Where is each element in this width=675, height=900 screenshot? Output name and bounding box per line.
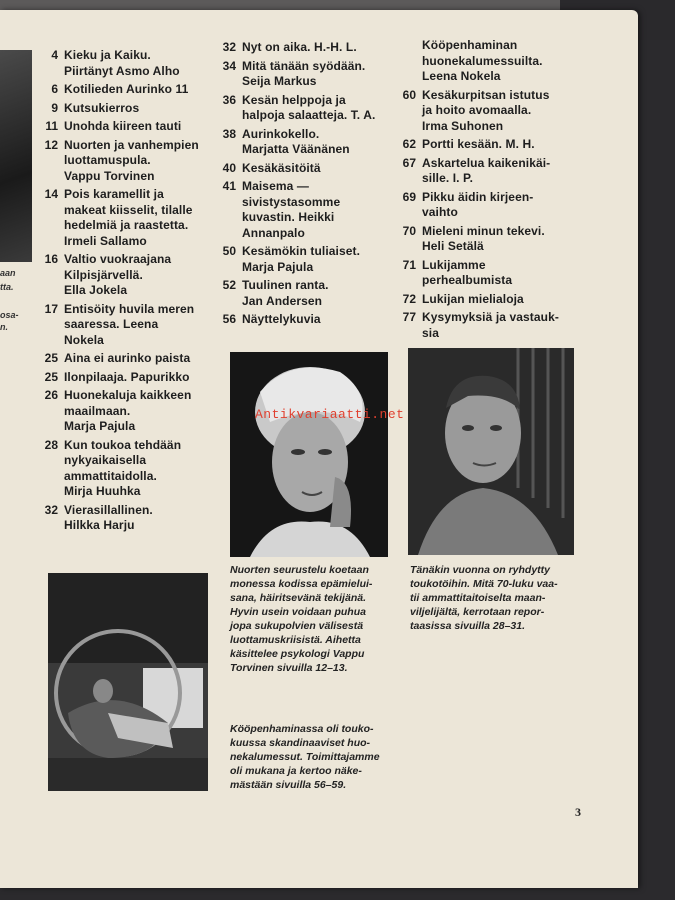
toc-entry — [218, 59, 408, 90]
toc-title — [64, 351, 220, 367]
caption-girl — [230, 563, 400, 675]
toc-entry — [40, 503, 220, 534]
toc-page-number: 34 — [222, 58, 236, 73]
toc-title — [64, 503, 220, 534]
toc-title — [242, 244, 408, 275]
toc-title-line: Mitä tänään syödään. — [242, 58, 366, 73]
toc-entry — [40, 138, 220, 185]
toc-title-line: Irma Suhonen — [422, 118, 504, 133]
toc-title-line: Jan Andersen — [242, 293, 323, 308]
toc-page-number: 32 — [44, 502, 58, 517]
toc-title — [242, 127, 408, 158]
toc-title-line: Kysymyksiä ja vastauk- — [422, 310, 559, 324]
toc-page-number: 56 — [222, 312, 236, 326]
toc-title — [242, 40, 408, 56]
toc-page-number: 28 — [44, 437, 58, 452]
toc-page-number: 41 — [222, 179, 236, 193]
toc-title — [422, 258, 578, 289]
toc-entry — [218, 278, 408, 309]
toc-page-number: 71 — [402, 257, 416, 272]
toc-title-line: kuvastin. Heikki — [242, 210, 335, 224]
toc-page-number: 72 — [402, 291, 416, 306]
toc-page-number: 36 — [222, 92, 236, 107]
toc-column-1 — [40, 48, 220, 537]
toc-title — [422, 190, 578, 221]
toc-title-line: Askartelua kaikenikäi- — [422, 155, 551, 170]
caption-line: monessa kodissa epämielui- — [230, 578, 373, 590]
photo-man — [408, 348, 574, 555]
toc-title — [422, 156, 578, 187]
toc-title-line: Mirja Huuhka — [64, 484, 141, 498]
toc-title-line: sille. I. P. — [422, 171, 474, 185]
toc-entry — [40, 370, 220, 386]
toc-title-line: Entisöity huvila meren — [64, 301, 195, 316]
toc-title-line: Leena Nokela — [422, 69, 501, 83]
edge-fragment: aan — [0, 268, 16, 278]
toc-entry — [398, 190, 578, 221]
toc-title-line: Kun toukoa tehdään — [64, 437, 182, 452]
toc-title-line: Kesäkäsitöitä — [242, 160, 321, 175]
toc-entry — [398, 310, 578, 341]
toc-title-line: Nokela — [64, 332, 104, 347]
caption-line: Torvinen sivuilla 12–13. — [230, 662, 348, 674]
toc-title-line: Tuulinen ranta. — [242, 278, 329, 292]
caption-line: käsittelee psykologi Vappu — [230, 648, 365, 660]
toc-entry — [398, 137, 578, 153]
toc-title-line: Vappu Torvinen — [64, 168, 155, 183]
toc-page-number: 52 — [222, 278, 236, 292]
toc-page-number: 60 — [402, 87, 416, 102]
toc-title-line: luottamuspula. — [64, 153, 151, 167]
toc-page-number: 40 — [222, 160, 236, 175]
toc-title — [64, 302, 220, 349]
toc-page-number: 16 — [44, 252, 58, 266]
edge-fragment: osa- — [0, 310, 19, 320]
photo-girl — [230, 352, 388, 557]
toc-title-line: Maisema — — [242, 179, 309, 193]
toc-title-line: Unohda kiireen tauti — [64, 119, 182, 133]
toc-title-line: Marja Pajula — [242, 259, 314, 274]
toc-page-number: 26 — [44, 388, 58, 402]
toc-entry — [40, 351, 220, 367]
toc-title-line: Aina ei aurinko paista — [64, 351, 191, 365]
caption-line: jopa sukupolvien välisestä — [230, 620, 364, 632]
toc-title-line: Ella Jokela — [64, 283, 128, 297]
caption-line: sana, häiritsevänä tekijänä. — [230, 592, 366, 604]
caption-line: kuussa skandinaaviset huo- — [230, 737, 371, 749]
toc-entry — [218, 244, 408, 275]
toc-title — [422, 88, 578, 135]
toc-title-line: Portti kesään. M. H. — [422, 137, 535, 151]
toc-entry — [218, 93, 408, 124]
toc-title-line: ammattitaidolla. — [64, 468, 157, 483]
caption-line: mästään sivuilla 56–59. — [230, 779, 347, 791]
toc-title-line: saaressa. Leena — [64, 317, 159, 331]
toc-title — [64, 48, 220, 79]
toc-title — [242, 59, 408, 90]
toc-page-number: 50 — [222, 244, 236, 258]
toc-title-line: Aurinkokello. — [242, 126, 320, 141]
toc-column-3 — [398, 38, 578, 344]
toc-title — [242, 312, 408, 328]
toc-title — [422, 38, 578, 85]
toc-title — [422, 137, 578, 153]
toc-title-line: Kieku ja Kaiku. — [64, 48, 151, 62]
toc-title — [64, 119, 220, 135]
toc-title — [242, 179, 408, 241]
toc-title-line: Kilpisjärvellä. — [64, 267, 143, 282]
toc-page-number: 4 — [51, 48, 58, 62]
toc-page-number: 70 — [402, 223, 416, 238]
toc-page-number: 17 — [44, 301, 58, 316]
toc-title-line: makeat kiisselit, tilalle — [64, 202, 193, 217]
toc-title-line: Annanpalo — [242, 225, 305, 240]
caption-man — [410, 563, 580, 633]
toc-title-line: Valtio vuokraajana — [64, 252, 172, 266]
toc-title — [64, 101, 220, 117]
toc-entry — [218, 179, 408, 241]
caption-chair — [230, 722, 400, 792]
toc-entry — [398, 224, 578, 255]
toc-page-number: 38 — [222, 126, 236, 141]
toc-page-number: 67 — [402, 155, 416, 170]
toc-title-line: halpoja salaatteja. T. A. — [242, 108, 376, 122]
toc-page-number: 32 — [222, 40, 236, 54]
toc-title-line: Kutsukierros — [64, 100, 140, 115]
toc-entry — [40, 187, 220, 249]
toc-title — [64, 82, 220, 98]
toc-title-line: Nyt on aika. H.-H. L. — [242, 40, 357, 54]
toc-title-line: Mieleni minun tekevi. — [422, 223, 545, 238]
toc-entry — [40, 302, 220, 349]
toc-entry — [398, 88, 578, 135]
caption-line: luottamuskriisistä. Aihetta — [230, 634, 361, 646]
toc-entry — [40, 388, 220, 435]
caption-line: oli mukana ja kertoo näke- — [230, 765, 362, 777]
toc-title-line: Kotilieden Aurinko 11 — [64, 82, 189, 96]
toc-title — [242, 161, 408, 177]
toc-title-line: sia — [422, 325, 439, 340]
toc-title — [242, 278, 408, 309]
toc-title-line: vaihto — [422, 205, 458, 219]
toc-title-line: Kesämökin tuliaiset. — [242, 244, 361, 258]
toc-entry — [40, 82, 220, 98]
caption-line: tii ammattitaitoiselta maan- — [410, 592, 546, 604]
toc-title — [242, 93, 408, 124]
toc-title-line: perhealbumista — [422, 273, 513, 287]
toc-title-line: nykyaikaisella — [64, 453, 147, 467]
toc-entry — [40, 101, 220, 117]
toc-title-line: Marja Pajula — [64, 419, 136, 433]
caption-line: viljelijältä, kerrotaan repor- — [410, 606, 545, 618]
toc-page-number: 25 — [44, 369, 58, 384]
toc-page-number: 69 — [402, 189, 416, 204]
toc-title — [64, 252, 220, 299]
toc-entry — [40, 438, 220, 500]
toc-title — [64, 438, 220, 500]
toc-title-line: Irmeli Sallamo — [64, 233, 147, 248]
toc-title-line: Huonekaluja kaikkeen — [64, 388, 192, 402]
toc-entry — [398, 38, 578, 85]
toc-title-line: Nuorten ja vanhempien — [64, 137, 199, 152]
toc-entry — [40, 48, 220, 79]
toc-entry — [398, 258, 578, 289]
toc-entry — [218, 127, 408, 158]
toc-title-line: Hilkka Harju — [64, 518, 135, 532]
photo-chair — [48, 573, 208, 791]
toc-column-2 — [218, 40, 408, 331]
toc-title-line: Kööpenhaminan — [422, 38, 518, 52]
toc-title-line: Kesän helppoja ja — [242, 92, 346, 107]
toc-title-line: maailmaan. — [64, 403, 131, 418]
toc-title-line: Piirtänyt Asmo Alho — [64, 63, 180, 78]
toc-title-line: sivistystasomme — [242, 194, 341, 209]
left-edge-photo — [0, 50, 32, 262]
toc-title — [64, 187, 220, 249]
toc-page-number: 11 — [45, 119, 58, 133]
toc-title-line: Seija Markus — [242, 74, 317, 88]
toc-title-line: Näyttelykuvia — [242, 312, 321, 326]
toc-title-line: Pois karamellit ja — [64, 187, 164, 201]
toc-title-line: Heli Setälä — [422, 239, 484, 253]
toc-page-number: 9 — [51, 100, 58, 115]
toc-title-line: Lukijan mielialoja — [422, 291, 524, 306]
toc-page-number: 25 — [44, 351, 58, 365]
toc-title-line: Ilonpilaaja. Papurikko — [64, 369, 190, 384]
toc-entry — [218, 312, 408, 328]
toc-page-number: 14 — [44, 187, 58, 201]
toc-page-number: 62 — [402, 137, 416, 151]
toc-title — [64, 388, 220, 435]
caption-line: toukotöihin. Mitä 70-luku vaa- — [410, 578, 558, 590]
toc-entry — [40, 119, 220, 135]
caption-line: Nuorten seurustelu koetaan — [230, 564, 369, 576]
page-number: 3 — [575, 805, 581, 819]
caption-line: taasissa sivuilla 28–31. — [410, 620, 526, 632]
toc-title — [64, 370, 220, 386]
caption-line: Kööpenhaminassa oli touko- — [230, 723, 374, 735]
toc-page-number: 6 — [51, 82, 58, 96]
toc-page-number: 12 — [44, 137, 58, 152]
toc-title-line: Kesäkurpitsan istutus — [422, 87, 550, 102]
toc-entry — [40, 252, 220, 299]
toc-title-line: Lukijamme — [422, 257, 486, 272]
toc-title — [422, 224, 578, 255]
magazine-page — [0, 10, 638, 888]
edge-fragment: n. — [0, 322, 8, 332]
watermark: Antikvariaatti.net — [255, 407, 405, 422]
toc-title-line: ja hoito avomaalla. — [422, 103, 532, 117]
toc-title-line: Pikku äidin kirjeen- — [422, 189, 534, 204]
toc-title — [422, 292, 578, 308]
toc-entry — [398, 156, 578, 187]
toc-page-number: 77 — [402, 310, 416, 324]
toc-title — [64, 138, 220, 185]
toc-entry — [218, 161, 408, 177]
caption-line: nekalumessut. Toimittajamme — [230, 751, 380, 763]
toc-title-line: hedelmiä ja raastetta. — [64, 218, 189, 232]
toc-title-line: Vierasillallinen. — [64, 502, 153, 517]
toc-title-line: huonekalumessuilta. — [422, 53, 543, 68]
toc-title — [422, 310, 578, 341]
toc-title-line: Marjatta Väänänen — [242, 142, 350, 156]
toc-entry — [398, 292, 578, 308]
edge-fragment: tta. — [0, 282, 14, 292]
caption-line: Tänäkin vuonna on ryhdytty — [410, 564, 551, 576]
caption-line: Hyvin usein voidaan puhua — [230, 606, 366, 618]
toc-entry — [218, 40, 408, 56]
